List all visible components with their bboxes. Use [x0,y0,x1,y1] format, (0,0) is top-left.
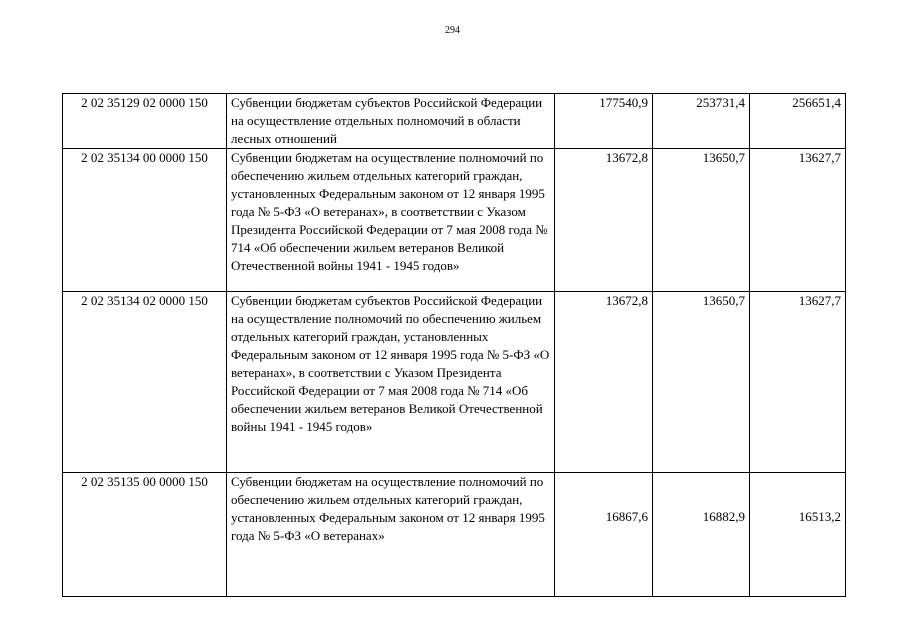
budget-table [62,93,846,597]
amount-cell-year-3: 13627,7 [750,149,846,292]
description-cell: Субвенции бюджетам субъектов Российской Федерации на осуществление отдельных полномочий в области лесных отношений [227,94,555,149]
amount-cell-year-2: 16882,9 [653,473,750,597]
amount-cell-year-3: 16513,2 [750,473,846,597]
description-cell: Субвенции бюджетам на осуществление полномочий по обеспечению жильем отдельных категорий граждан, установленных Федеральным законом от 12 января 1995 года № 5-ФЗ «О ветеранах» [227,473,555,597]
table-row [63,473,846,597]
budget-code-cell: 2 02 35129 02 0000 150 [63,94,227,149]
budget-code-cell: 2 02 35134 00 0000 150 [63,149,227,292]
amount-cell-year-1: 177540,9 [555,94,653,149]
table-row [63,292,846,473]
budget-code-cell: 2 02 35134 02 0000 150 [63,292,227,473]
table-row [63,94,846,149]
amount-cell-year-2: 13650,7 [653,292,750,473]
amount-cell-year-1: 13672,8 [555,149,653,292]
amount-cell-year-1: 16867,6 [555,473,653,597]
amount-cell-year-2: 253731,4 [653,94,750,149]
amount-cell-year-3: 256651,4 [750,94,846,149]
amount-cell-year-3: 13627,7 [750,292,846,473]
amount-cell-year-2: 13650,7 [653,149,750,292]
description-cell: Субвенции бюджетам субъектов Российской Федерации на осуществление полномочий по обеспечению жильем отдельных категорий граждан, установленных Федеральным законом от 12 января 1995 года № 5-ФЗ «О ветеранах», в соответствии с Указом Президента Российской Федерации от 7 мая 2008 года № 714 «Об обеспечении жильем ветеранов Великой Отечественной войны 1941 - 1945 годов» [227,292,555,473]
amount-cell-year-1: 13672,8 [555,292,653,473]
description-cell: Субвенции бюджетам на осуществление полномочий по обеспечению жильем отдельных категорий граждан, установленных Федеральным законом от 12 января 1995 года № 5-ФЗ «О ветеранах», в соответствии с Указом Президента Российской Федерации от 7 мая 2008 года № 714 «Об обеспечении жильем ветеранов Великой Отечественной войны 1941 - 1945 годов» [227,149,555,292]
page-number: 294 [445,25,460,36]
table-row [63,149,846,292]
budget-code-cell: 2 02 35135 00 0000 150 [63,473,227,597]
